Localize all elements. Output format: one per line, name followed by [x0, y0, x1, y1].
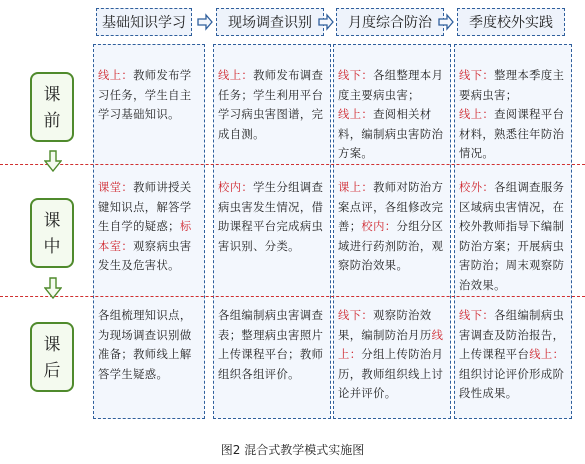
stage-after-class: [30, 322, 74, 392]
cell-inclass-basic: [98, 178, 202, 276]
right-arrow-icon: [197, 13, 213, 31]
cell-after-basic: [98, 306, 202, 384]
cell-text: 观察病虫害发生及危害状。: [98, 239, 192, 273]
cell-text: 整理本季度主要病虫害；: [459, 69, 565, 102]
stage-label: 课前: [43, 85, 61, 131]
cell-text: 查阅相关材料，编制病虫害防治方案。: [338, 108, 444, 161]
right-arrow-icon: [318, 13, 334, 31]
down-arrow-icon: [44, 277, 62, 299]
cell-text: 查阅课程平台材料，熟悉往年防治情况。: [459, 108, 565, 161]
cell-label: 线下：: [459, 69, 495, 82]
cell-inclass-survey: [218, 178, 328, 256]
stage-before-class: [30, 72, 74, 142]
cell-label: 线上：: [338, 328, 444, 362]
cell-after-quarterly: [459, 306, 569, 404]
stage-in-class: [30, 198, 74, 268]
cell-text: 各组编制病虫害调查及防治报告，上传课程平台: [459, 309, 565, 362]
cell-label: 线上：: [459, 108, 495, 122]
cell-label: 线下：: [338, 309, 374, 322]
header-quarterly-practice: 季度校外实践: [457, 8, 565, 36]
stage-divider: [0, 296, 585, 297]
cell-label: 校外：: [459, 181, 495, 194]
cell-label: 课堂：: [98, 181, 134, 194]
cell-inclass-quarterly: [459, 178, 569, 296]
cell-text: 各组梳理知识点，为现场调查识别做准备；教师线上解答学生疑惑。: [98, 309, 192, 381]
down-arrow-icon: [44, 150, 62, 172]
cell-text: 教师发布学习任务，学生自主学习基础知识。: [98, 69, 192, 122]
cell-label: 课上：: [338, 181, 374, 194]
header-basic-knowledge: 基础知识学习: [96, 8, 192, 36]
cell-text: 观察防治效果，编制防治月历: [338, 309, 432, 342]
cell-text: 教师对防治方案点评，各组修改完善；: [338, 181, 444, 234]
stage-label: 课中: [43, 211, 61, 257]
stage-divider: [0, 164, 585, 165]
cell-text: 分组上传防治月历，教师组织线上讨论并评价。: [338, 348, 444, 401]
cell-label: 线上：: [218, 69, 254, 82]
cell-label: 校内：: [361, 220, 397, 234]
cell-label: 线上：: [529, 348, 565, 362]
cell-text: 教师发布调查任务；学生利用平台学习病虫害图谱，完成自测。: [218, 69, 324, 141]
cell-before-survey: [218, 66, 328, 144]
cell-text: 学生分组调查病虫害发生情况，借助课程平台完成病虫害识别、分类。: [218, 181, 324, 253]
cell-before-monthly: [338, 66, 448, 164]
cell-before-quarterly: [459, 66, 569, 164]
cell-text: 各组整理本月度主要病虫害；: [338, 69, 444, 102]
cell-text: 各组调查服务区域病虫害情况，在校外教师指导下编制防治方案；开展病虫害防治；周末观察防治效果。: [459, 181, 565, 292]
cell-label: 线下：: [338, 69, 374, 82]
cell-label: 校内：: [218, 181, 254, 194]
cell-label: 线上：: [338, 108, 374, 122]
cell-label: 标本室：: [98, 220, 192, 253]
cell-after-monthly: [338, 306, 448, 404]
header-monthly-control: 月度综合防治: [336, 8, 444, 36]
cell-label: 线上：: [98, 69, 134, 82]
cell-text: 组织讨论评价形成阶段性成果。: [459, 367, 565, 401]
figure-caption: 图2 混合式教学模式实施图: [220, 443, 365, 457]
header-field-survey: 现场调查识别: [216, 8, 324, 36]
cell-text: 教师讲授关键知识点，解答学生自学的疑惑；: [98, 181, 192, 234]
stage-label: 课后: [43, 335, 61, 381]
cell-label: 线下：: [459, 309, 495, 322]
cell-text: 各组编制病虫害调查表；整理病虫害照片上传课程平台；教师组织各组评价。: [218, 309, 324, 381]
cell-inclass-monthly: [338, 178, 448, 276]
right-arrow-icon: [438, 13, 454, 31]
cell-text: 分组分区域进行药剂防治，观察防治效果。: [338, 220, 444, 273]
cell-after-survey: [218, 306, 328, 384]
cell-before-basic: [98, 66, 202, 125]
